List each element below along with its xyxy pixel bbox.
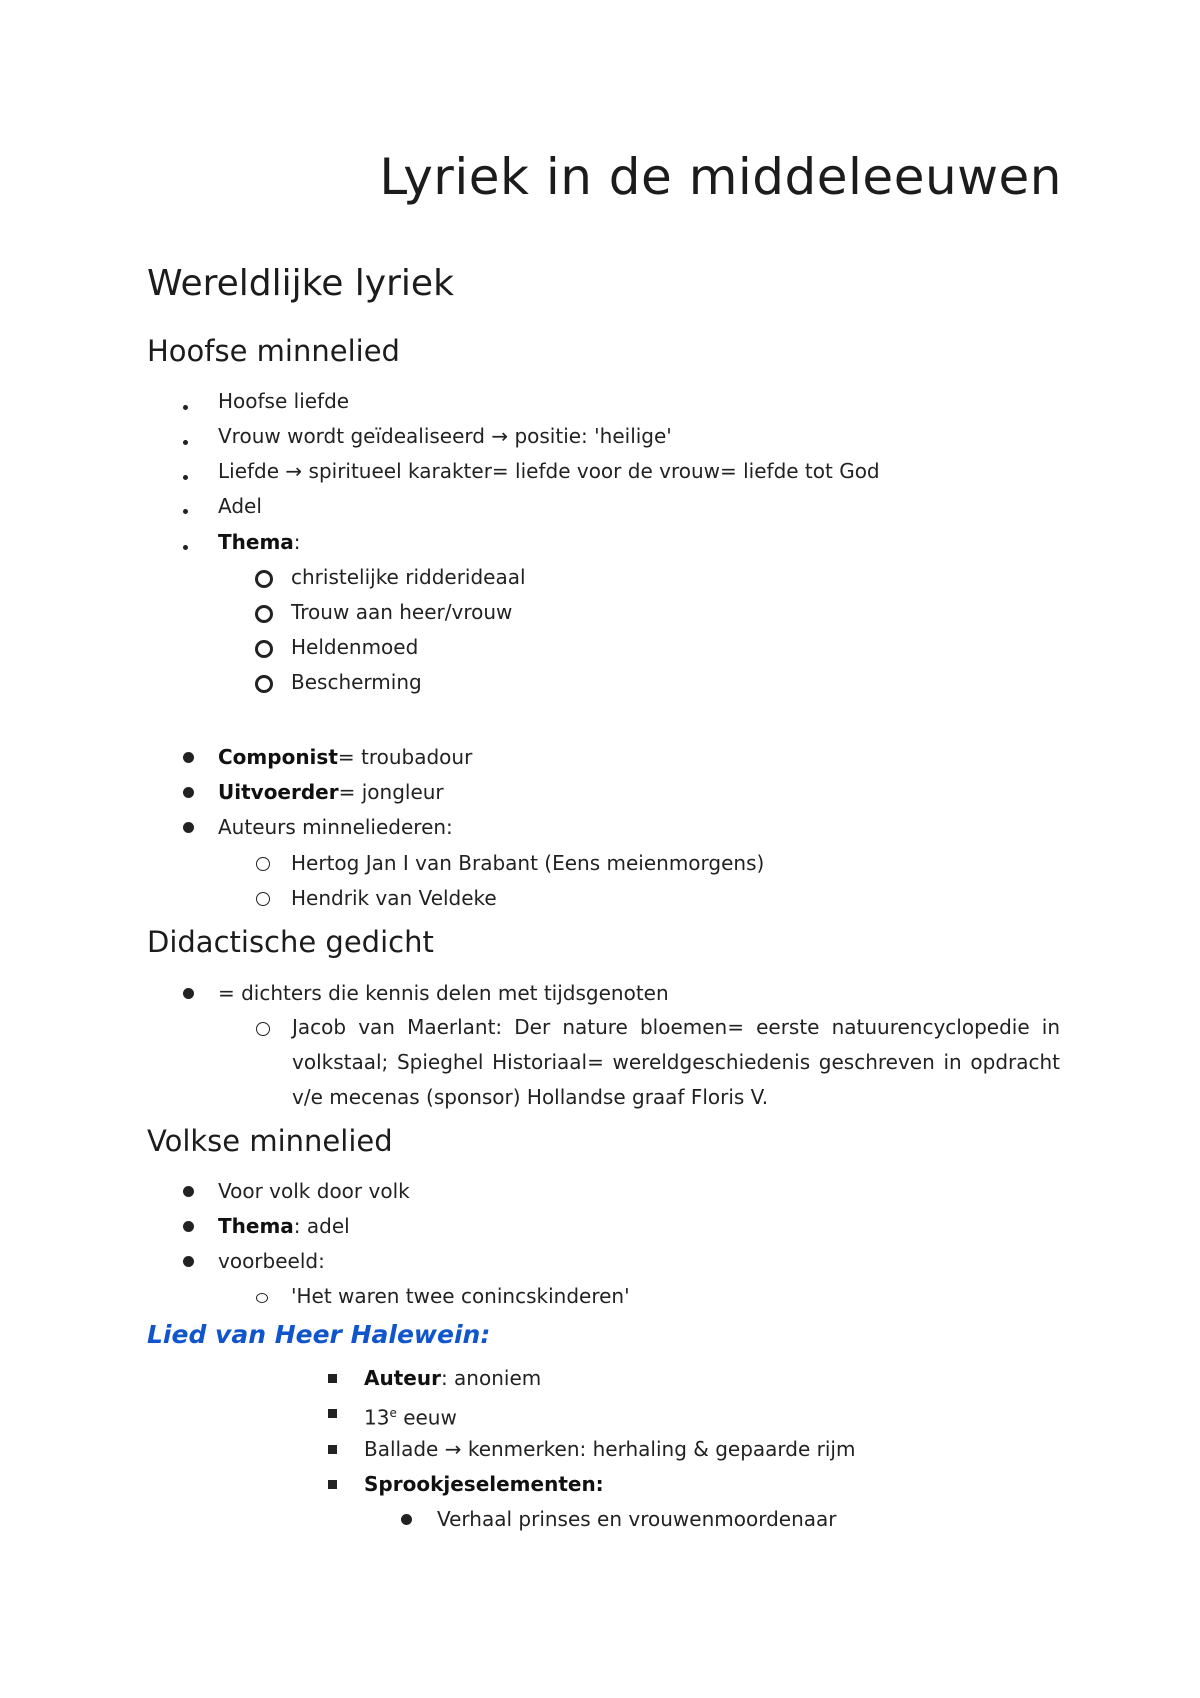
- list-item-uitvoerder: [218, 780, 444, 804]
- bullet: [183, 822, 194, 833]
- componist-label: Componist: [218, 745, 338, 769]
- list-item: voorbeeld:: [218, 1249, 325, 1273]
- list-item-thema: [218, 1214, 350, 1238]
- uitvoerder-value: = jongleur: [338, 780, 444, 804]
- list-item: Voor volk door volk: [218, 1179, 410, 1203]
- auteur-value: : anoniem: [440, 1366, 542, 1390]
- bullet: [328, 1409, 337, 1418]
- bullet: [256, 1293, 268, 1303]
- page-title: Lyriek in de middeleeuwen: [379, 148, 1062, 206]
- list-item: christelijke ridderideaal: [291, 565, 526, 589]
- bullet: [255, 675, 273, 693]
- bullet: [183, 545, 188, 550]
- list-item: 'Het waren twee conincskinderen': [291, 1284, 630, 1308]
- list-item: Trouw aan heer/vrouw: [291, 600, 513, 624]
- list-item-componist: [218, 745, 472, 769]
- heading-didactische-gedicht: Didactische gedicht: [147, 925, 434, 959]
- bullet: [328, 1445, 337, 1454]
- bullet: [256, 1022, 270, 1036]
- eeuw-number: 13: [364, 1405, 390, 1430]
- bullet: [183, 988, 194, 999]
- bullet: [256, 892, 270, 906]
- bullet: [183, 1256, 194, 1267]
- bullet: [328, 1374, 337, 1383]
- thema-suffix: :: [293, 530, 301, 554]
- bullet: [183, 1221, 194, 1232]
- list-item: Bescherming: [291, 670, 422, 694]
- eeuw-superscript: e: [389, 1406, 397, 1420]
- uitvoerder-label: Uitvoerder: [218, 780, 339, 804]
- bullet: [183, 475, 188, 480]
- bullet: [255, 640, 273, 658]
- thema-label: Thema: [218, 530, 294, 554]
- paragraph-maerlant: Jacob van Maerlant: Der nature bloemen= eerste natuurencyclopedie in volkstaal; Spieghel Historiaal= wereldgeschiedenis geschreven in opdracht v/e mecenas (sponsor) Hollandse graaf Floris V.: [292, 1015, 1060, 1109]
- heading-hoofse-minnelied: Hoofse minnelied: [147, 334, 400, 368]
- bullet: [255, 570, 273, 588]
- list-item-thema: [218, 530, 301, 554]
- eeuw-word: eeuw: [396, 1405, 457, 1430]
- bullet: [183, 752, 194, 763]
- bullet: [183, 787, 194, 798]
- bullet: [183, 509, 188, 514]
- auteur-label: Auteur: [364, 1366, 441, 1390]
- list-item: = dichters die kennis delen met tijdsgenoten: [218, 981, 669, 1005]
- list-item-eeuw: [364, 1401, 457, 1430]
- list-item: Hendrik van Veldeke: [291, 886, 497, 910]
- sprookjes-label: Sprookjeselementen:: [364, 1472, 604, 1496]
- list-item: Heldenmoed: [291, 635, 419, 659]
- thema-value: : adel: [293, 1214, 350, 1238]
- list-item: Adel: [218, 494, 262, 518]
- list-item-auteur: [364, 1366, 541, 1390]
- list-item: Ballade → kenmerken: herhaling & gepaarde rijm: [364, 1437, 856, 1461]
- bullet: [183, 405, 188, 410]
- componist-value: = troubadour: [337, 745, 473, 769]
- heading-halewein: Lied van Heer Halewein:: [147, 1320, 491, 1349]
- heading-volkse-minnelied: Volkse minnelied: [147, 1124, 393, 1158]
- thema-label: Thema: [218, 1214, 294, 1238]
- bullet: [183, 1186, 194, 1197]
- bullet: [256, 857, 270, 871]
- bullet: [401, 1514, 412, 1525]
- bullet: [255, 605, 273, 623]
- list-item: Hoofse liefde: [218, 389, 350, 413]
- bullet: [328, 1480, 337, 1489]
- list-item: Vrouw wordt geïdealiseerd → positie: 'heilige': [218, 424, 672, 448]
- bullet: [183, 440, 188, 445]
- list-item: Liefde → spiritueel karakter= liefde voor de vrouw= liefde tot God: [218, 459, 880, 483]
- section-heading-wereldlijke: Wereldlijke lyriek: [147, 263, 454, 304]
- list-item: Auteurs minneliederen:: [218, 815, 453, 839]
- list-item-sprookjes: [364, 1472, 604, 1496]
- list-item: Verhaal prinses en vrouwenmoordenaar: [437, 1507, 837, 1531]
- list-item: Hertog Jan I van Brabant (Eens meienmorgens): [291, 851, 765, 875]
